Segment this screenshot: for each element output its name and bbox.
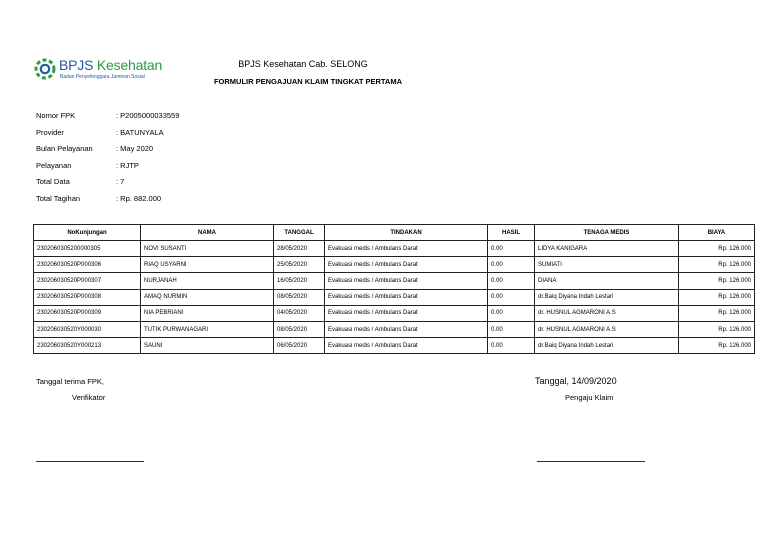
cell-nama: NURJANAH bbox=[141, 273, 274, 289]
info-value: : BATUNYALA bbox=[116, 127, 164, 137]
cell-tindakan: Evakuasi medis / Ambulans Darat bbox=[325, 241, 488, 257]
claimant-signature-line bbox=[537, 461, 645, 462]
cell-no-kunjungan: 230206030520P000309 bbox=[34, 305, 141, 321]
cell-nama: RIAQ USYARNI bbox=[141, 257, 274, 273]
cell-biaya: Rp. 126.000 bbox=[679, 305, 755, 321]
cell-tenaga-medis: LIDYA KANIGARA bbox=[535, 241, 679, 257]
info-label: Total Tagihan bbox=[36, 193, 81, 203]
cell-hasil: 0.00 bbox=[488, 273, 535, 289]
cell-hasil: 0.00 bbox=[488, 289, 535, 305]
cell-tanggal: 08/05/2020 bbox=[274, 289, 325, 305]
cell-nama: TUTIK PURWANAGARI bbox=[141, 321, 274, 337]
cell-biaya: Rp. 126.000 bbox=[679, 289, 755, 305]
table-row bbox=[34, 257, 755, 273]
column-header: TINDAKAN bbox=[325, 225, 488, 241]
cell-hasil: 0.00 bbox=[488, 257, 535, 273]
cell-tindakan: Evakuasi medis / Ambulans Darat bbox=[325, 338, 488, 354]
cell-tenaga-medis: DIANA bbox=[535, 273, 679, 289]
cell-nama: NIA PEBRIANI bbox=[141, 305, 274, 321]
column-header: TANGGAL bbox=[274, 225, 325, 241]
claimant-label: Pengaju Klaim bbox=[565, 393, 614, 402]
cell-tindakan: Evakuasi medis / Ambulans Darat bbox=[325, 257, 488, 273]
cell-tenaga-medis: dr. HUSNUL AGMARONI A.S bbox=[535, 321, 679, 337]
cell-nama: NOVI SUSANTI bbox=[141, 241, 274, 257]
cell-tenaga-medis: SUMIATI bbox=[535, 257, 679, 273]
cell-biaya: Rp. 126.000 bbox=[679, 257, 755, 273]
column-header: BIAYA bbox=[679, 225, 755, 241]
cell-nama: SAUNI bbox=[141, 338, 274, 354]
cell-biaya: Rp. 126.000 bbox=[679, 241, 755, 257]
logo-brand-b: Kesehatan bbox=[96, 57, 163, 73]
cell-tanggal: 16/05/2020 bbox=[274, 273, 325, 289]
cell-tenaga-medis: dr.Baiq Diyana Indah Lestari bbox=[535, 338, 679, 354]
page-title: BPJS Kesehatan Cab. SELONG bbox=[238, 59, 368, 69]
logo-tagline: Badan Penyelenggara Jaminan Sosial bbox=[60, 74, 145, 80]
verifier-label: Verifikator bbox=[72, 393, 106, 402]
cell-biaya: Rp. 126.000 bbox=[679, 273, 755, 289]
cell-tanggal: 28/05/2020 bbox=[274, 241, 325, 257]
table-row bbox=[34, 305, 755, 321]
table-row bbox=[34, 273, 755, 289]
cell-biaya: Rp. 126.000 bbox=[679, 338, 755, 354]
cell-tenaga-medis: dr. HUSNUL AGMARONI A.S bbox=[535, 305, 679, 321]
cell-tanggal: 04/05/2020 bbox=[274, 305, 325, 321]
cell-tindakan: Evakuasi medis / Ambulans Darat bbox=[325, 273, 488, 289]
cell-biaya: Rp. 126.000 bbox=[679, 321, 755, 337]
column-header: TENAGA MEDIS bbox=[535, 225, 679, 241]
table-header-row bbox=[34, 225, 755, 241]
table-row bbox=[34, 241, 755, 257]
cell-no-kunjungan: 230206030520P000307 bbox=[34, 273, 141, 289]
column-header: NAMA bbox=[141, 225, 274, 241]
cell-no-kunjungan: 230206030520Y000213 bbox=[34, 338, 141, 354]
column-header: NoKunjungan bbox=[34, 225, 141, 241]
cell-no-kunjungan: 230206030520P000308 bbox=[34, 289, 141, 305]
info-label: Total Data bbox=[36, 177, 70, 186]
info-value: : 7 bbox=[116, 177, 125, 186]
cell-hasil: 0.00 bbox=[488, 241, 535, 257]
table-row bbox=[34, 321, 755, 337]
info-value: : Rp. 882.000 bbox=[116, 193, 162, 203]
cell-tindakan: Evakuasi medis / Ambulans Darat bbox=[325, 321, 488, 337]
info-label: Provider bbox=[36, 127, 64, 137]
received-date-label: Tanggal terima FPK, bbox=[36, 377, 104, 386]
column-header: HASIL bbox=[488, 225, 535, 241]
cell-no-kunjungan: 230206030520Y000030 bbox=[34, 321, 141, 337]
info-value: : May 2020 bbox=[116, 144, 154, 153]
info-label: Bulan Pelayanan bbox=[36, 144, 93, 153]
cell-no-kunjungan: 2302060305200000305 bbox=[34, 241, 141, 257]
cell-tindakan: Evakuasi medis / Ambulans Darat bbox=[325, 305, 488, 321]
info-value: : RJTP bbox=[116, 160, 139, 170]
cell-tenaga-medis: dr.Baiq Diyana Indah Lestari bbox=[535, 289, 679, 305]
cell-tindakan: Evakuasi medis / Ambulans Darat bbox=[325, 289, 488, 305]
claims-table bbox=[33, 224, 755, 354]
cell-tanggal: 06/05/2020 bbox=[274, 338, 325, 354]
cell-tanggal: 25/05/2020 bbox=[274, 257, 325, 273]
cell-hasil: 0.00 bbox=[488, 321, 535, 337]
info-label: Pelayanan bbox=[36, 160, 72, 170]
cell-nama: AMAQ NURMIN bbox=[141, 289, 274, 305]
info-label: Nomor FPK bbox=[36, 111, 76, 120]
cell-hasil: 0.00 bbox=[488, 338, 535, 354]
verifier-signature-line bbox=[36, 461, 144, 462]
info-value: : P2005000033559 bbox=[116, 111, 180, 120]
cell-tanggal: 08/05/2020 bbox=[274, 321, 325, 337]
cell-no-kunjungan: 230206030520P000306 bbox=[34, 257, 141, 273]
cell-hasil: 0.00 bbox=[488, 305, 535, 321]
table-row bbox=[34, 289, 755, 305]
submission-date: Tanggal, 14/09/2020 bbox=[535, 376, 617, 386]
logo-brand-a: BPJS bbox=[59, 57, 94, 73]
table-row bbox=[34, 338, 755, 354]
form-subtitle: FORMULIR PENGAJUAN KLAIM TINGKAT PERTAMA bbox=[213, 77, 403, 86]
